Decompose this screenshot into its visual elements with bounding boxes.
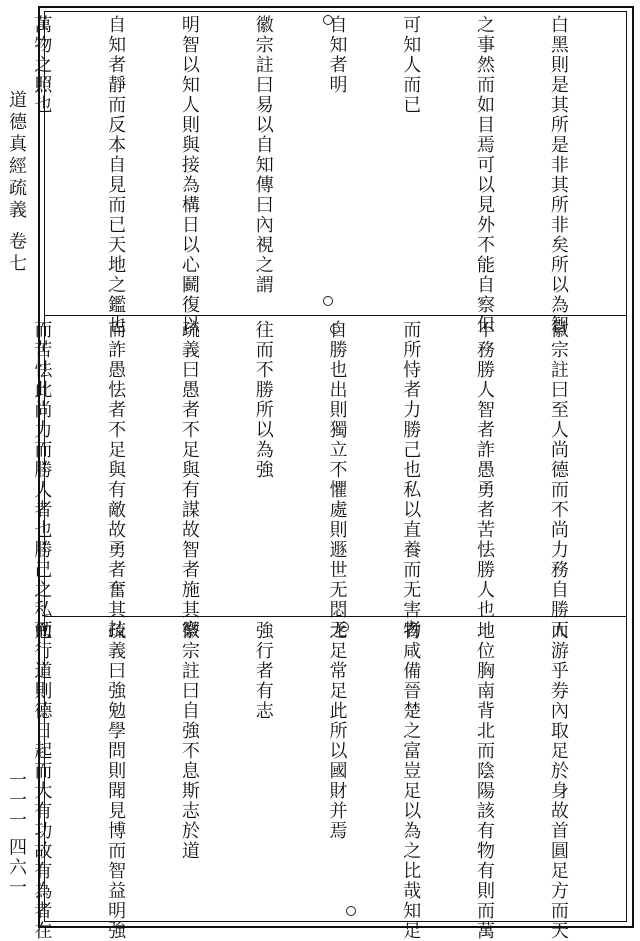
text-register-top	[31, 11, 627, 335]
circle-mark-icon	[330, 324, 340, 334]
text-column: 勉行道則德日起而大有功故有為者在	[31, 621, 53, 941]
text-column: 萬物之照也	[31, 15, 53, 115]
text-column: 而詐愚怯者不足與有敵故勇者奮其技	[105, 320, 127, 640]
heading-column: 自知者明	[326, 15, 348, 95]
text-column: 白黑則是其所是非其所非矣所以為智	[547, 15, 569, 335]
text-column: 自勝也出則獨立不懼處則遯世无悶无	[326, 320, 348, 640]
text-column: 之事然而如目焉可以見外不能自察但	[474, 15, 496, 335]
heading-column: 強行者有志	[252, 621, 274, 721]
text-columns-top	[31, 15, 619, 335]
text-column: 疏義曰強勉學問則聞見博而智益明強	[105, 621, 127, 941]
circle-mark-icon	[323, 15, 333, 25]
text-column: 之足常足此所以國財并焉	[326, 621, 348, 841]
text-column: 徽宗註曰自強不息斯志於道	[178, 621, 200, 861]
circle-mark-icon	[346, 906, 356, 916]
circle-mark-icon	[339, 622, 349, 632]
text-column: 徽宗註曰至人尚德而不尚力務自勝而	[547, 320, 569, 640]
folio-number: 一一一 四六一	[6, 770, 27, 898]
text-register-middle	[31, 315, 627, 640]
book-title-margin: 道德真經疏義 卷七	[6, 90, 27, 276]
circle-mark-icon	[323, 296, 333, 306]
text-columns-bottom	[31, 621, 619, 941]
text-column: 而苦怯此尚力而勝人者也勝己之私而	[31, 320, 53, 640]
text-column: 不務勝人智者詐愚勇者苦怯勝人也	[474, 320, 496, 620]
text-column: 明智以知人則與接為構日以心鬬復以	[178, 15, 200, 335]
text-column: 疏義曰愚者不足與有謀故智者施其察	[178, 320, 200, 640]
text-column: 往而不勝所以為強	[252, 320, 274, 480]
text-columns-middle	[31, 320, 619, 640]
text-column: 物咸備晉楚之富豈足以為之比哉知足	[400, 621, 422, 941]
text-column: 地位胸南背北而陰陽該有物有則而萬	[474, 621, 496, 941]
text-column: 可知人而已	[400, 15, 422, 115]
text-column: 徽宗註曰易以自知傳曰內視之謂	[252, 15, 274, 295]
text-column: 人游乎券內取足於身故首圓足方而天	[547, 621, 569, 941]
text-column: 自知者靜而反本自見而已天地之鑑也	[105, 15, 127, 335]
text-column: 而所恃者力勝己也私以直養而无害者	[400, 320, 422, 640]
text-register-bottom	[31, 616, 627, 941]
